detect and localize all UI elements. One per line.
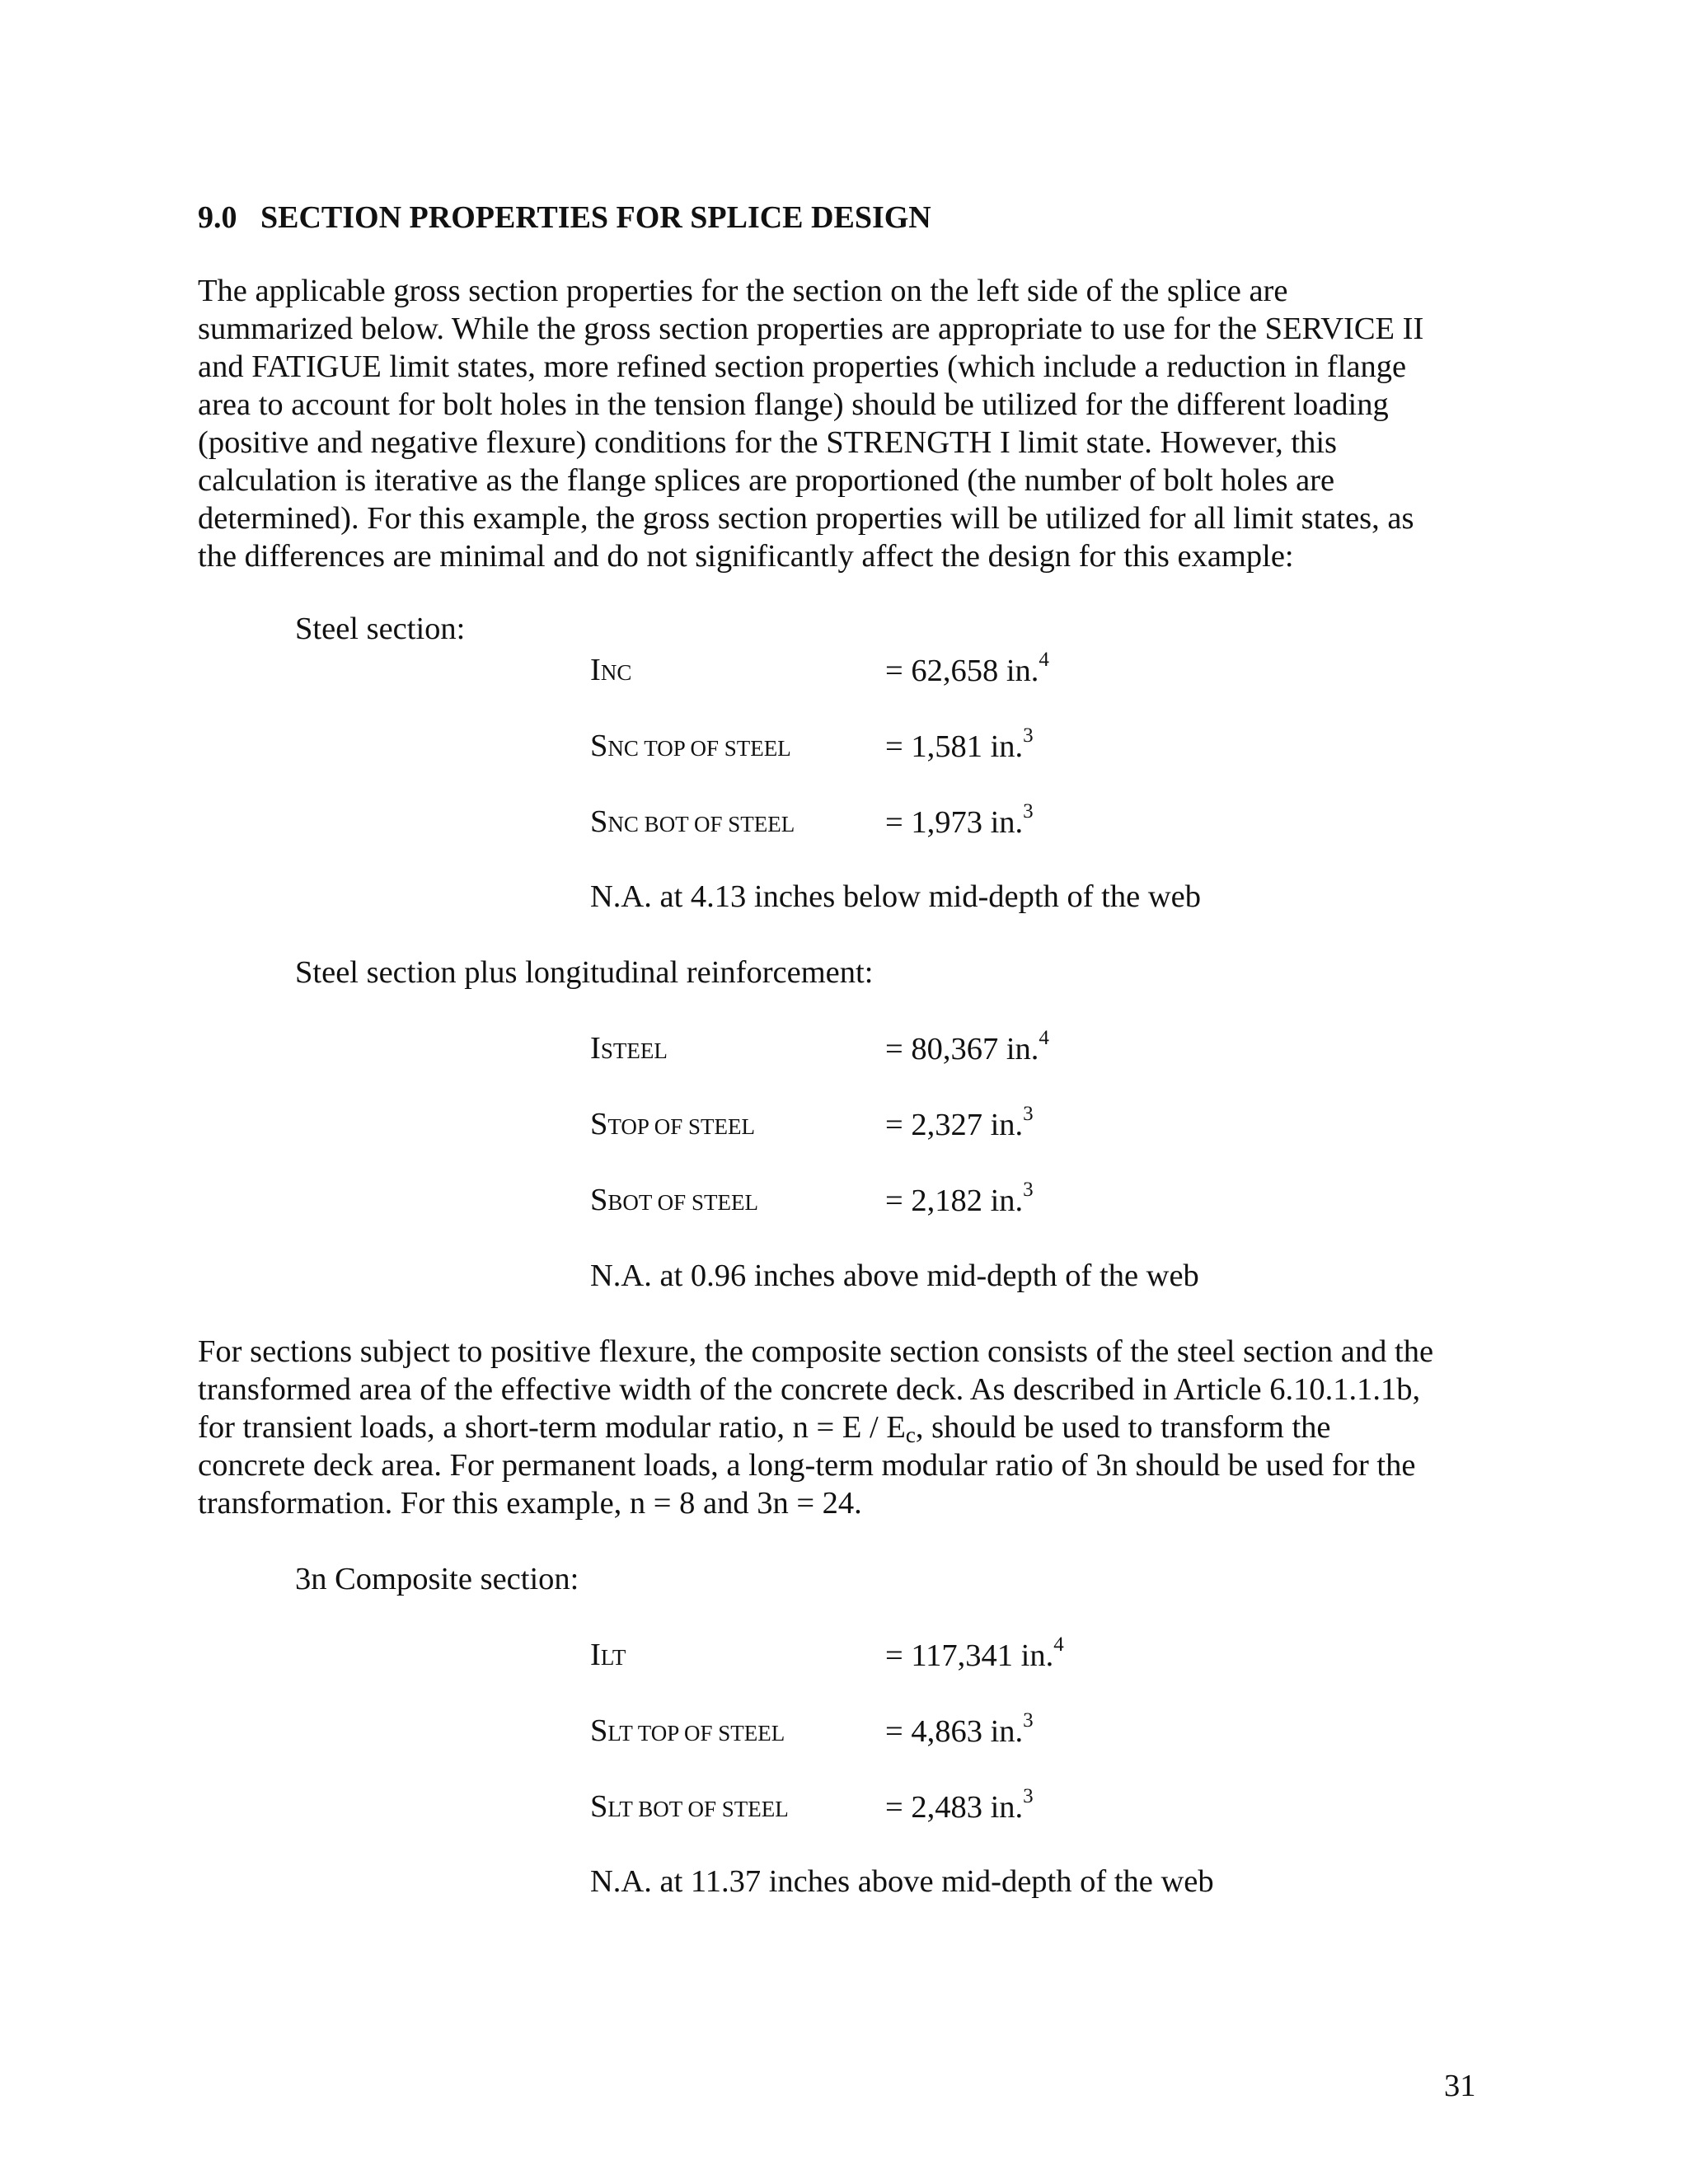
page-number: 31: [1444, 2069, 1476, 2103]
value-exponent: 4: [1039, 1027, 1049, 1049]
intro-line: determined). For this example, the gross section properties will be utilized for all limit states, as: [198, 501, 1414, 536]
steel-section-label: Steel section:: [295, 612, 466, 646]
value-exponent: 4: [1039, 649, 1049, 671]
value-text: = 4,863 in.: [885, 1713, 1024, 1749]
property-letter: S: [590, 729, 608, 763]
intro-paragraph: [198, 272, 1517, 575]
property-symbol: [590, 1105, 755, 1146]
value-text: = 117,341 in.: [885, 1638, 1054, 1673]
property-letter: S: [590, 1789, 608, 1824]
value-text: = 1,581 in.: [885, 729, 1024, 764]
property-value: [885, 796, 1034, 841]
section-title: SECTION PROPERTIES FOR SPLICE DESIGN: [260, 200, 931, 235]
composite-line-start: for transient loads, a short-term modular ratio, n = E / E: [198, 1410, 906, 1445]
property-subscript: LT: [600, 1645, 626, 1670]
property-symbol: [590, 1788, 789, 1828]
composite-paragraph: [198, 1333, 1517, 1522]
property-symbol: [590, 1712, 785, 1752]
composite-line: For sections subject to positive flexure, the composite section consists of the steel section and the: [198, 1334, 1434, 1369]
property-value: [885, 1174, 1034, 1220]
intro-line: area to account for bolt holes in the tension flange) should be utilized for the different loading: [198, 387, 1389, 422]
intro-line: and FATIGUE limit states, more refined section properties (which include a reduction in flange: [198, 349, 1407, 384]
property-value: [885, 644, 1049, 690]
modulus-subscript: c: [905, 1422, 916, 1447]
composite-line: concrete deck area. For permanent loads, a long-term modular ratio of 3n should be used for the: [198, 1448, 1416, 1483]
property-symbol: [590, 727, 791, 767]
value-exponent: 3: [1023, 724, 1034, 747]
value-text: = 2,182 in.: [885, 1183, 1024, 1218]
value-text: = 1,973 in.: [885, 804, 1024, 840]
value-text: = 80,367 in.: [885, 1031, 1039, 1066]
section-heading: [198, 198, 931, 237]
value-exponent: 4: [1053, 1633, 1064, 1656]
property-subscript: LT TOP OF STEEL: [607, 1721, 785, 1746]
composite-line: transformation. For this example, n = 8 and 3n = 24.: [198, 1486, 862, 1521]
value-exponent: 3: [1023, 800, 1034, 823]
property-symbol: [590, 1029, 668, 1070]
property-subscript: TOP OF STEEL: [607, 1114, 755, 1139]
neutral-axis-note: N.A. at 11.37 inches above mid-depth of the web: [590, 1864, 1214, 1899]
property-letter: S: [590, 1107, 608, 1141]
property-letter: I: [590, 653, 601, 687]
property-subscript: BOT OF STEEL: [607, 1190, 758, 1215]
property-subscript: NC BOT OF STEEL: [607, 812, 795, 837]
property-value: [885, 1781, 1034, 1826]
composite-line-end: , should be used to transform the: [915, 1410, 1331, 1445]
neutral-axis-note: N.A. at 0.96 inches above mid-depth of the web: [590, 1258, 1199, 1293]
property-symbol: [590, 651, 631, 691]
composite-line: transformed area of the effective width of the concrete deck. As described in Article 6.10.1.1.1b,: [198, 1372, 1421, 1407]
value-text: = 2,483 in.: [885, 1789, 1024, 1825]
value-exponent: 3: [1023, 1709, 1034, 1732]
value-text: = 62,658 in.: [885, 653, 1039, 688]
property-letter: S: [590, 1713, 608, 1748]
property-value: [885, 1099, 1034, 1144]
value-exponent: 3: [1023, 1179, 1034, 1201]
neutral-axis-note: N.A. at 4.13 inches below mid-depth of the web: [590, 879, 1201, 914]
composite-line: [198, 1408, 1517, 1446]
composite-section-label: 3n Composite section:: [295, 1562, 579, 1596]
intro-line: calculation is iterative as the flange splices are proportioned (the number of bolt holes are: [198, 463, 1335, 498]
property-subscript: STEEL: [600, 1038, 668, 1063]
property-letter: S: [590, 804, 608, 839]
value-text: = 2,327 in.: [885, 1107, 1024, 1142]
value-exponent: 3: [1023, 1785, 1034, 1807]
property-value: [885, 1705, 1034, 1750]
intro-line: the differences are minimal and do not significantly affect the design for this example:: [198, 539, 1294, 574]
reinforced-section-label: Steel section plus longitudinal reinforcement:: [295, 955, 874, 990]
intro-line: The applicable gross section properties for the section on the left side of the splice are: [198, 274, 1288, 308]
property-subscript: NC TOP OF STEEL: [607, 736, 791, 761]
property-subscript: NC: [600, 660, 632, 685]
section-number: 9.0: [198, 200, 237, 235]
property-symbol: [590, 1181, 758, 1221]
property-value: [885, 1023, 1049, 1068]
property-letter: I: [590, 1638, 601, 1672]
property-symbol: [590, 1636, 626, 1676]
value-exponent: 3: [1023, 1103, 1034, 1125]
property-symbol: [590, 803, 795, 843]
property-value: [885, 720, 1034, 766]
intro-line: summarized below. While the gross section properties are appropriate to use for the SERVICE II: [198, 312, 1424, 346]
intro-line: (positive and negative flexure) conditions for the STRENGTH I limit state. However, this: [198, 425, 1337, 460]
property-letter: S: [590, 1183, 608, 1217]
property-letter: I: [590, 1031, 601, 1066]
property-subscript: LT BOT OF STEEL: [607, 1797, 789, 1821]
property-value: [885, 1629, 1064, 1675]
